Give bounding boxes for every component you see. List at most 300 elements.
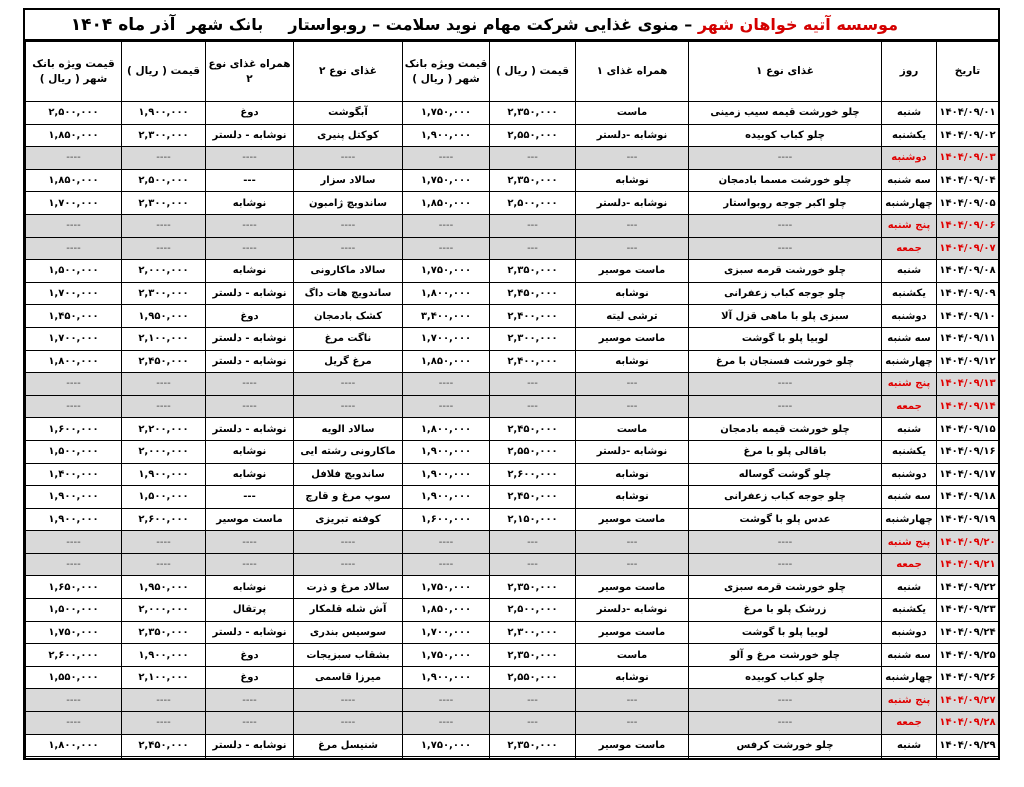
food1-cell: چلو خورشت فسنجان با مرغ — [689, 350, 882, 373]
side1-cell: ماست — [576, 102, 689, 125]
food1-cell: ---- — [689, 553, 882, 576]
bank-price2-cell: ---- — [26, 689, 122, 712]
price1-cell: ۲,۳۵۰,۰۰۰ — [490, 102, 576, 125]
food1-cell: چلو جوجه کباب زعفرانی — [689, 486, 882, 509]
side1-cell: نوشابه — [576, 350, 689, 373]
date-cell: ۱۴۰۴/۰۹/۲۵ — [937, 644, 999, 667]
food2-cell: ---- — [294, 237, 403, 260]
food1-cell: لوبیا پلو با گوشت — [689, 621, 882, 644]
bank-price2-cell: ۱,۵۰۰,۰۰۰ — [26, 260, 122, 283]
day-cell: جمعه — [882, 237, 937, 260]
day-cell: پنج شنبه — [882, 531, 937, 554]
side2-cell: ماست موسیر — [206, 508, 294, 531]
date-cell: ۱۴۰۴/۰۹/۰۳ — [937, 147, 999, 170]
header-price1: قیمت ( ریال ) — [490, 42, 576, 102]
bank-price2-cell: ---- — [26, 553, 122, 576]
bank-price2-cell: ۱,۷۰۰,۰۰۰ — [26, 282, 122, 305]
side2-cell: نوشابه - دلستر — [206, 350, 294, 373]
food2-cell: آش شله قلمکار — [294, 599, 403, 622]
date-cell: ۱۴۰۴/۰۹/۲۴ — [937, 621, 999, 644]
price1-cell: ۲,۵۰۰,۰۰۰ — [490, 599, 576, 622]
side2-cell: نوشابه — [206, 260, 294, 283]
side2-cell: ---- — [206, 553, 294, 576]
bank-price2-cell: ---- — [26, 712, 122, 735]
day-cell: شنبه — [882, 734, 937, 757]
bank-price1-cell: ۱,۹۰۰,۰۰۰ — [403, 463, 490, 486]
price2-cell: ۲,۳۰۰,۰۰۰ — [122, 192, 206, 215]
date-cell: ۱۴۰۴/۰۹/۲۸ — [937, 712, 999, 735]
header-side1: همراه غذای ۱ — [576, 42, 689, 102]
food1-cell: چلو خورشت قرمه سبزی — [689, 260, 882, 283]
day-cell: یکشنبه — [882, 282, 937, 305]
side2-cell: نوشابه - دلستر — [206, 124, 294, 147]
table-row — [26, 282, 999, 305]
price1-cell: ۲,۳۵۰,۰۰۰ — [490, 734, 576, 757]
food2-cell: ---- — [294, 147, 403, 170]
price1-cell: ۲,۴۵۰,۰۰۰ — [490, 486, 576, 509]
side1-cell: ماست موسیر — [576, 327, 689, 350]
side1-cell: نوشابه -دلستر — [576, 192, 689, 215]
title-month: آذر ماه ۱۴۰۴ — [70, 15, 176, 35]
side1-cell: ماست موسیر — [576, 621, 689, 644]
food1-cell: چلو اکبر جوجه روبواستار — [689, 192, 882, 215]
side2-cell: ---- — [206, 147, 294, 170]
price2-cell: ۲,۴۵۰,۰۰۰ — [122, 734, 206, 757]
side2-cell: دوغ — [206, 644, 294, 667]
date-cell: ۱۴۰۴/۰۹/۱۲ — [937, 350, 999, 373]
food2-cell: ---- — [294, 531, 403, 554]
table-row — [26, 260, 999, 283]
price1-cell: --- — [490, 237, 576, 260]
bank-price1-cell: ۳,۴۰۰,۰۰۰ — [403, 305, 490, 328]
day-cell: یکشنبه — [882, 599, 937, 622]
food2-cell: سالاد الویه — [294, 418, 403, 441]
price2-cell: ۲,۳۵۰,۰۰۰ — [122, 621, 206, 644]
price1-cell: ۲,۶۰۰,۰۰۰ — [490, 463, 576, 486]
price2-cell: ۲,۱۰۰,۰۰۰ — [122, 666, 206, 689]
side1-cell: نوشابه — [576, 282, 689, 305]
food1-cell: سبزی پلو با ماهی قزل آلا — [689, 305, 882, 328]
bank-price1-cell: ۱,۷۵۰,۰۰۰ — [403, 734, 490, 757]
side2-cell: ---- — [206, 395, 294, 418]
food2-cell: بشقاب سبزیجات — [294, 644, 403, 667]
table-row — [26, 214, 999, 237]
date-cell: ۱۴۰۴/۰۹/۲۹ — [937, 734, 999, 757]
price2-cell: ۲,۰۰۰,۰۰۰ — [122, 440, 206, 463]
bank-price2-cell: ---- — [26, 237, 122, 260]
date-cell: ۱۴۰۴/۰۹/۱۵ — [937, 418, 999, 441]
bank-price1-cell: ۱,۷۰۰,۰۰۰ — [403, 327, 490, 350]
price2-cell: ---- — [122, 214, 206, 237]
date-cell: ۱۴۰۴/۰۹/۰۴ — [937, 169, 999, 192]
price1-cell: ۲,۴۰۰,۰۰۰ — [490, 350, 576, 373]
side2-cell: نوشابه — [206, 440, 294, 463]
price1-cell: ۲,۱۵۰,۰۰۰ — [490, 508, 576, 531]
day-cell: دوشنبه — [882, 305, 937, 328]
date-cell: ۱۴۰۴/۰۹/۱۴ — [937, 395, 999, 418]
bank-price1-cell: ۱,۹۰۰,۰۰۰ — [403, 124, 490, 147]
day-cell: سه شنبه — [882, 327, 937, 350]
title-organization: موسسه آتیه خواهان شهر — [697, 15, 898, 34]
bank-price1-cell: ۱,۸۰۰,۰۰۰ — [403, 282, 490, 305]
day-cell: دوشنبه — [882, 463, 937, 486]
food1-cell: چلو کباب کوبیده — [689, 124, 882, 147]
side1-cell: --- — [576, 553, 689, 576]
price1-cell: --- — [490, 373, 576, 396]
date-cell: ۱۴۰۴/۰۹/۱۷ — [937, 463, 999, 486]
date-cell: ۱۴۰۴/۰۹/۲۰ — [937, 531, 999, 554]
food1-cell: ---- — [689, 237, 882, 260]
date-cell: ۱۴۰۴/۰۹/۲۳ — [937, 599, 999, 622]
price2-cell: ---- — [122, 531, 206, 554]
table-row — [26, 486, 999, 509]
price2-cell: ---- — [122, 373, 206, 396]
bank-price1-cell: ۱,۶۰۰,۰۰۰ — [403, 508, 490, 531]
bank-price1-cell: ---- — [403, 395, 490, 418]
bank-price2-cell: ۱,۴۰۰,۰۰۰ — [26, 463, 122, 486]
day-cell: یکشنبه — [882, 124, 937, 147]
table-row — [26, 373, 999, 396]
day-cell: پنج شنبه — [882, 373, 937, 396]
bank-price1-cell: ---- — [403, 689, 490, 712]
header-side2: همراه غذای نوع ۲ — [206, 42, 294, 102]
side2-cell: دوغ — [206, 666, 294, 689]
day-cell: چهارشنبه — [882, 192, 937, 215]
food2-cell: ---- — [294, 373, 403, 396]
side2-cell: ---- — [206, 373, 294, 396]
food1-cell: چلو خورشت قرمه سبزی — [689, 576, 882, 599]
day-cell: شنبه — [882, 260, 937, 283]
food2-cell: ماکارونی رشته ایی — [294, 440, 403, 463]
table-row — [26, 102, 999, 125]
day-cell: دوشنبه — [882, 147, 937, 170]
side2-cell: دوغ — [206, 102, 294, 125]
food1-cell: ---- — [689, 373, 882, 396]
bank-price2-cell: ---- — [26, 147, 122, 170]
price2-cell: ---- — [122, 147, 206, 170]
date-cell: ۱۴۰۴/۰۹/۲۱ — [937, 553, 999, 576]
food2-cell: سالاد ماکارونی — [294, 260, 403, 283]
table-row — [26, 305, 999, 328]
bank-price2-cell: ۱,۸۰۰,۰۰۰ — [26, 734, 122, 757]
table-row — [26, 689, 999, 712]
price2-cell: ۱,۹۰۰,۰۰۰ — [122, 644, 206, 667]
side2-cell: نوشابه — [206, 463, 294, 486]
table-row — [26, 395, 999, 418]
price1-cell: ۲,۳۵۰,۰۰۰ — [490, 169, 576, 192]
side2-cell: دوغ — [206, 305, 294, 328]
header-food1: غذای نوع ۱ — [689, 42, 882, 102]
bank-price1-cell: ---- — [403, 531, 490, 554]
food2-cell: آبگوشت — [294, 102, 403, 125]
bank-price2-cell: ۱,۹۰۰,۰۰۰ — [26, 508, 122, 531]
day-cell: سه شنبه — [882, 486, 937, 509]
side1-cell: ماست موسیر — [576, 260, 689, 283]
food1-cell: باقالی پلو با مرغ — [689, 440, 882, 463]
bank-price2-cell: ۱,۵۰۰,۰۰۰ — [26, 599, 122, 622]
day-cell: جمعه — [882, 712, 937, 735]
bank-price1-cell: ۱,۷۵۰,۰۰۰ — [403, 260, 490, 283]
bank-price1-cell: ۱,۸۵۰,۰۰۰ — [403, 350, 490, 373]
side2-cell: ---- — [206, 689, 294, 712]
food2-cell: میرزا قاسمی — [294, 666, 403, 689]
date-cell: ۱۴۰۴/۰۹/۰۷ — [937, 237, 999, 260]
table-row — [26, 124, 999, 147]
side1-cell: ماست موسیر — [576, 576, 689, 599]
bank-price2-cell: ---- — [26, 373, 122, 396]
bank-price2-cell: ۱,۷۵۰,۰۰۰ — [26, 621, 122, 644]
bank-price1-cell: ۱,۷۵۰,۰۰۰ — [403, 576, 490, 599]
food2-cell: سوسیس بندری — [294, 621, 403, 644]
table-row — [26, 553, 999, 576]
header-day: روز — [882, 42, 937, 102]
table-row — [26, 644, 999, 667]
side2-cell: نوشابه - دلستر — [206, 418, 294, 441]
food1-cell: چلو خورشت قیمه بادمجان — [689, 418, 882, 441]
food1-cell: ---- — [689, 712, 882, 735]
price2-cell: ۱,۵۰۰,۰۰۰ — [122, 486, 206, 509]
food1-cell: چلو خورشت مرغ و آلو — [689, 644, 882, 667]
bank-price2-cell: ۱,۷۰۰,۰۰۰ — [26, 327, 122, 350]
price2-cell: ۲,۱۰۰,۰۰۰ — [122, 327, 206, 350]
side2-cell: نوشابه - دلستر — [206, 734, 294, 757]
food1-cell: ---- — [689, 395, 882, 418]
side1-cell: --- — [576, 147, 689, 170]
bank-price1-cell: ۱,۷۵۰,۰۰۰ — [403, 644, 490, 667]
bank-price2-cell: ---- — [26, 395, 122, 418]
day-cell: جمعه — [882, 553, 937, 576]
page-title — [25, 10, 998, 41]
table-row — [26, 599, 999, 622]
bank-price1-cell: ---- — [403, 237, 490, 260]
side1-cell: --- — [576, 373, 689, 396]
food2-cell: ---- — [294, 689, 403, 712]
date-cell: ۱۴۰۴/۰۹/۱۶ — [937, 440, 999, 463]
day-cell: سه شنبه — [882, 169, 937, 192]
food2-cell: ساندویچ ژامبون — [294, 192, 403, 215]
food1-cell: چلو خورشت قیمه سیب زمینی — [689, 102, 882, 125]
day-cell: شنبه — [882, 576, 937, 599]
side2-cell: ---- — [206, 214, 294, 237]
table-row — [26, 418, 999, 441]
food1-cell: ---- — [689, 214, 882, 237]
bank-price2-cell: ---- — [26, 214, 122, 237]
food1-cell: زرشک پلو با مرغ — [689, 599, 882, 622]
side2-cell: ---- — [206, 712, 294, 735]
bank-price1-cell: ۱,۷۵۰,۰۰۰ — [403, 169, 490, 192]
price1-cell: --- — [490, 689, 576, 712]
day-cell: شنبه — [882, 418, 937, 441]
bank-price2-cell: ۱,۸۵۰,۰۰۰ — [26, 124, 122, 147]
bank-price1-cell: ---- — [403, 147, 490, 170]
table-row — [26, 192, 999, 215]
header-food2: غذای نوع ۲ — [294, 42, 403, 102]
price1-cell: --- — [490, 531, 576, 554]
bank-price2-cell: ۱,۸۵۰,۰۰۰ — [26, 169, 122, 192]
price2-cell: ---- — [122, 395, 206, 418]
table-row — [26, 327, 999, 350]
table-row — [26, 531, 999, 554]
day-cell: سه شنبه — [882, 644, 937, 667]
table-row — [26, 712, 999, 735]
date-cell: ۱۴۰۴/۰۹/۰۶ — [937, 214, 999, 237]
table-row — [26, 666, 999, 689]
side1-cell: --- — [576, 395, 689, 418]
day-cell: پنج شنبه — [882, 214, 937, 237]
price2-cell: ---- — [122, 689, 206, 712]
side1-cell: --- — [576, 531, 689, 554]
side1-cell: --- — [576, 689, 689, 712]
header-date: تاریخ — [937, 42, 999, 102]
price1-cell: ۲,۴۵۰,۰۰۰ — [490, 418, 576, 441]
bank-price2-cell: ۱,۸۰۰,۰۰۰ — [26, 350, 122, 373]
date-cell: ۱۴۰۴/۰۹/۰۱ — [937, 102, 999, 125]
price1-cell: --- — [490, 214, 576, 237]
price1-cell: --- — [490, 553, 576, 576]
table-row — [26, 350, 999, 373]
food2-cell: کوکتل پنیری — [294, 124, 403, 147]
price2-cell: ۲,۲۰۰,۰۰۰ — [122, 418, 206, 441]
price1-cell: ۲,۴۰۰,۰۰۰ — [490, 305, 576, 328]
price2-cell: ---- — [122, 237, 206, 260]
side1-cell: نوشابه -دلستر — [576, 599, 689, 622]
price2-cell: ۲,۰۰۰,۰۰۰ — [122, 260, 206, 283]
date-cell: ۱۴۰۴/۰۹/۱۹ — [937, 508, 999, 531]
side2-cell: نوشابه — [206, 576, 294, 599]
price1-cell: ۲,۵۰۰,۰۰۰ — [490, 192, 576, 215]
title-company: – منوی غذایی شرکت مهام نوید سلامت – روبواستار — [288, 15, 693, 34]
bank-price2-cell: ۱,۴۵۰,۰۰۰ — [26, 305, 122, 328]
bank-price1-cell: ۱,۹۰۰,۰۰۰ — [403, 666, 490, 689]
table-row — [26, 508, 999, 531]
date-cell: ۱۴۰۴/۰۹/۰۹ — [937, 282, 999, 305]
day-cell: دوشنبه — [882, 621, 937, 644]
table-row — [26, 734, 999, 757]
side1-cell: نوشابه — [576, 666, 689, 689]
side2-cell: ---- — [206, 237, 294, 260]
bank-price2-cell: ۲,۵۰۰,۰۰۰ — [26, 102, 122, 125]
food1-cell: چلو گوشت گوساله — [689, 463, 882, 486]
food2-cell: ساندویچ هات داگ — [294, 282, 403, 305]
bank-price1-cell: ۱,۹۰۰,۰۰۰ — [403, 486, 490, 509]
side1-cell: --- — [576, 712, 689, 735]
price1-cell: --- — [490, 395, 576, 418]
food1-cell: ---- — [689, 147, 882, 170]
day-cell: یکشنبه — [882, 440, 937, 463]
date-cell: ۱۴۰۴/۰۹/۰۵ — [937, 192, 999, 215]
bank-price2-cell: ---- — [26, 531, 122, 554]
date-cell: ۱۴۰۴/۰۹/۰۲ — [937, 124, 999, 147]
side2-cell: --- — [206, 169, 294, 192]
day-cell: چهارشنبه — [882, 350, 937, 373]
bank-price2-cell: ۱,۶۰۰,۰۰۰ — [26, 418, 122, 441]
table-row — [26, 169, 999, 192]
food1-cell: عدس پلو با گوشت — [689, 508, 882, 531]
table-header-row — [26, 42, 999, 102]
date-cell: ۱۴۰۴/۰۹/۱۳ — [937, 373, 999, 396]
price1-cell: ۲,۳۵۰,۰۰۰ — [490, 260, 576, 283]
header-price2: قیمت ( ریال ) — [122, 42, 206, 102]
price2-cell: ۲,۴۵۰,۰۰۰ — [122, 350, 206, 373]
side2-cell: نوشابه — [206, 192, 294, 215]
table-row — [26, 440, 999, 463]
bank-price1-cell: ۱,۷۵۰,۰۰۰ — [403, 102, 490, 125]
side1-cell: ماست موسیر — [576, 734, 689, 757]
day-cell: شنبه — [882, 102, 937, 125]
side2-cell: نوشابه - دلستر — [206, 327, 294, 350]
price1-cell: ۲,۵۵۰,۰۰۰ — [490, 440, 576, 463]
food1-cell: چلو خورشت کرفس — [689, 734, 882, 757]
price2-cell: ---- — [122, 553, 206, 576]
price2-cell: ۲,۶۰۰,۰۰۰ — [122, 508, 206, 531]
table-row — [26, 147, 999, 170]
food2-cell: شنیسل مرغ — [294, 734, 403, 757]
price2-cell: ۱,۹۵۰,۰۰۰ — [122, 305, 206, 328]
price1-cell: ۲,۳۵۰,۰۰۰ — [490, 644, 576, 667]
side2-cell: --- — [206, 486, 294, 509]
side2-cell: نوشابه - دلستر — [206, 621, 294, 644]
menu-table — [25, 41, 999, 780]
side1-cell: --- — [576, 214, 689, 237]
bank-price2-cell: ۱,۵۵۰,۰۰۰ — [26, 666, 122, 689]
bank-price1-cell: ۱,۸۵۰,۰۰۰ — [403, 192, 490, 215]
side2-cell: پرتقال — [206, 599, 294, 622]
price1-cell: ۲,۵۵۰,۰۰۰ — [490, 124, 576, 147]
day-cell: پنج شنبه — [882, 689, 937, 712]
food2-cell: مرغ گریل — [294, 350, 403, 373]
food2-cell: ساندویچ فلافل — [294, 463, 403, 486]
food1-cell: ---- — [689, 689, 882, 712]
price1-cell: --- — [490, 147, 576, 170]
day-cell: جمعه — [882, 395, 937, 418]
price2-cell: ۲,۰۰۰,۰۰۰ — [122, 599, 206, 622]
side1-cell: نوشابه — [576, 486, 689, 509]
bank-price1-cell: ---- — [403, 712, 490, 735]
price2-cell: ۲,۳۰۰,۰۰۰ — [122, 282, 206, 305]
food2-cell: ---- — [294, 214, 403, 237]
price1-cell: ۲,۳۰۰,۰۰۰ — [490, 621, 576, 644]
food2-cell: سالاد مرغ و ذرت — [294, 576, 403, 599]
food2-cell: ---- — [294, 395, 403, 418]
bank-price1-cell: ۱,۹۰۰,۰۰۰ — [403, 440, 490, 463]
date-cell: ۱۴۰۴/۰۹/۱۱ — [937, 327, 999, 350]
bank-price1-cell: ۱,۸۰۰,۰۰۰ — [403, 418, 490, 441]
side1-cell: نوشابه -دلستر — [576, 124, 689, 147]
price2-cell: ۱,۹۰۰,۰۰۰ — [122, 463, 206, 486]
header-bank-price1: قیمت ویژه بانک شهر ( ریال ) — [403, 42, 490, 102]
food1-cell: لوبیا پلو با گوشت — [689, 327, 882, 350]
bank-price2-cell: ۲,۶۰۰,۰۰۰ — [26, 644, 122, 667]
date-cell: ۱۴۰۴/۰۹/۰۸ — [937, 260, 999, 283]
food2-cell: کوفته تبریزی — [294, 508, 403, 531]
side1-cell: ترشی لیته — [576, 305, 689, 328]
food1-cell: ---- — [689, 531, 882, 554]
bank-price1-cell: ۱,۸۵۰,۰۰۰ — [403, 599, 490, 622]
food1-cell: چلو کباب کوبیده — [689, 666, 882, 689]
date-cell: ۱۴۰۴/۰۹/۲۶ — [937, 666, 999, 689]
food2-cell: سوپ مرغ و قارچ — [294, 486, 403, 509]
date-cell: ۱۴۰۴/۰۹/۱۸ — [937, 486, 999, 509]
food1-cell: چلو جوجه کباب زعفرانی — [689, 282, 882, 305]
day-cell: چهارشنبه — [882, 666, 937, 689]
price2-cell: ۲,۵۰۰,۰۰۰ — [122, 169, 206, 192]
price1-cell: ۲,۳۰۰,۰۰۰ — [490, 327, 576, 350]
price2-cell: ۲,۳۰۰,۰۰۰ — [122, 124, 206, 147]
bank-price1-cell: ۱,۷۰۰,۰۰۰ — [403, 621, 490, 644]
price1-cell: --- — [490, 712, 576, 735]
date-cell: ۱۴۰۴/۰۹/۲۷ — [937, 689, 999, 712]
side1-cell: نوشابه -دلستر — [576, 440, 689, 463]
